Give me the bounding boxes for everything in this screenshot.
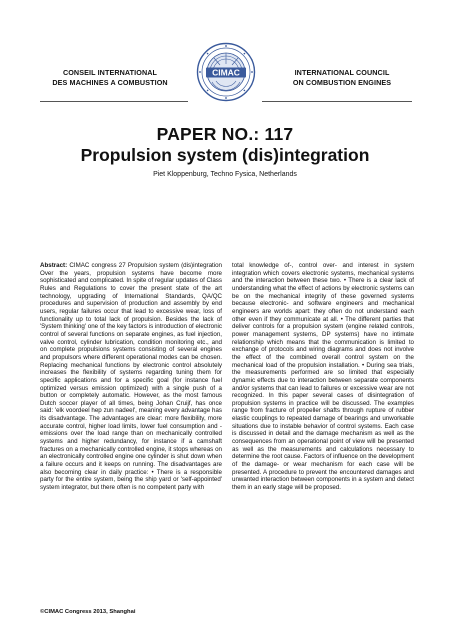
cimac-logo: [196, 42, 256, 102]
council-name-french: [40, 68, 180, 88]
footer-copyright: ©CIMAC Congress 2013, Shanghai: [40, 609, 136, 615]
header-rule-right: [262, 101, 412, 102]
paper-title: Propulsion system (dis)integration: [80, 145, 370, 165]
authors: Piet Kloppenburg, Techno Fysica, Netherlands: [153, 171, 297, 178]
council-name-english: [272, 68, 412, 88]
abstract-label: Abstract:: [40, 262, 68, 269]
abstract-column-right: [232, 262, 414, 492]
abstract-text-right: total knowledge of-, control over- and interest in system integration which covers electronic systems, mechanical systems and the interaction between these two. • There is a clear lack of understanding what the effect of actions by electronic systems can be on the mechanical integrity of these governed systems because electronic- and software engineers and mechanical engineers are worlds apart: they often do not understand each other even if they communicate at all. • The different parties that deliver controls for a propulsion system (engine related controls, power management systems, DP systems) have no intimate relationship which means that the communication is limited to exchange of protocols and wiring diagrams and does not involve the effect of the combined overall control system on the mechanical load of the propulsion installation. • During sea trials, the measurements performed are so limited that especially dynamic effects due to interaction between separate components and/or systems that can lead to failures or excessive wear are not recognized. In this paper several cases of disintegration of propulsion systems in practice will be discussed. The examples range from fracture of propeller shafts through rupture of rubber elastic couplings to repeated damage of bearings and unworkable situations due to instable behavior of control systems. Each case is discussed in detail and the damage mechanism as well as the consequences from an operational point of view will be presented as well as the measurements and calculations necessary to determine the root cause. Factors of influence on the development of the damage- or wear mechanism for each case will be presented. A procedure to prevent the encountered damages and unwanted interaction between components in a system and detect them in an early stage will be proposed.: [232, 262, 414, 492]
paper-number: PAPER NO.: 117: [156, 124, 294, 144]
council-name-english-line2: ON COMBUSTION ENGINES: [292, 78, 392, 87]
council-name-english-line1: INTERNATIONAL COUNCIL: [294, 68, 390, 77]
logo-text: CIMAC: [212, 67, 240, 78]
council-name-french-line1: CONSEIL INTERNATIONAL: [62, 68, 158, 77]
abstract-column-left: [40, 262, 222, 492]
abstract-text-left: CIMAC congress 27 Propulsion system (dis)integration Over the years, propulsion systems have become more sophisticated and complicated. In spite of regular updates of Class Rules and Regulations to cover the present state of the art technology, upgrading of International Standards, QA/QC procedures and supervision of production and assembly by end users, regular failures occur that lead to excessive wear, loss of functionality up to total lack of propulsion. Besides the lack of 'System thinking' one of the key factors is introduction of electronic control of several functions on separate engines, as fuel injection, valve control, cylinder lubrication, condition monitoring etc., and on complete propulsions systems consisting of several engines and propulsors where different operational modes can be chosen. Replacing mechanical functions by electronic control absolutely increases the flexibility of systems regarding tuning them for specific applications and for a specific goal (for instance fuel optimized versus emission optimized) with a single push of a button or completely automatic. However, as the most famous Dutch soccer player of all times, being Johan Cruijf, has once said: 'elk voordeel hep zun nadeel', meaning every advantage has its disadvantage. The advantages are clear: more flexibility, more accurate control, higher load limits, lower fuel consumption and - emissions over the load range than on mechanically controlled systems and higher redundancy, for instance if a camshaft fractures on a mechanically controlled engine, it stops whereas on an electronically controlled engine one cylinder is shut down when a failure occurs and it keeps on running. The disadvantages are also becoming clear in daily practice: • There is a responsible party for the entire system, being the ship yard or 'self-appointed' system integrator, but there often is no competent party with: [40, 262, 222, 492]
council-name-french-line2: DES MACHINES A COMBUSTION: [52, 78, 168, 87]
header-rule-left: [40, 101, 188, 102]
